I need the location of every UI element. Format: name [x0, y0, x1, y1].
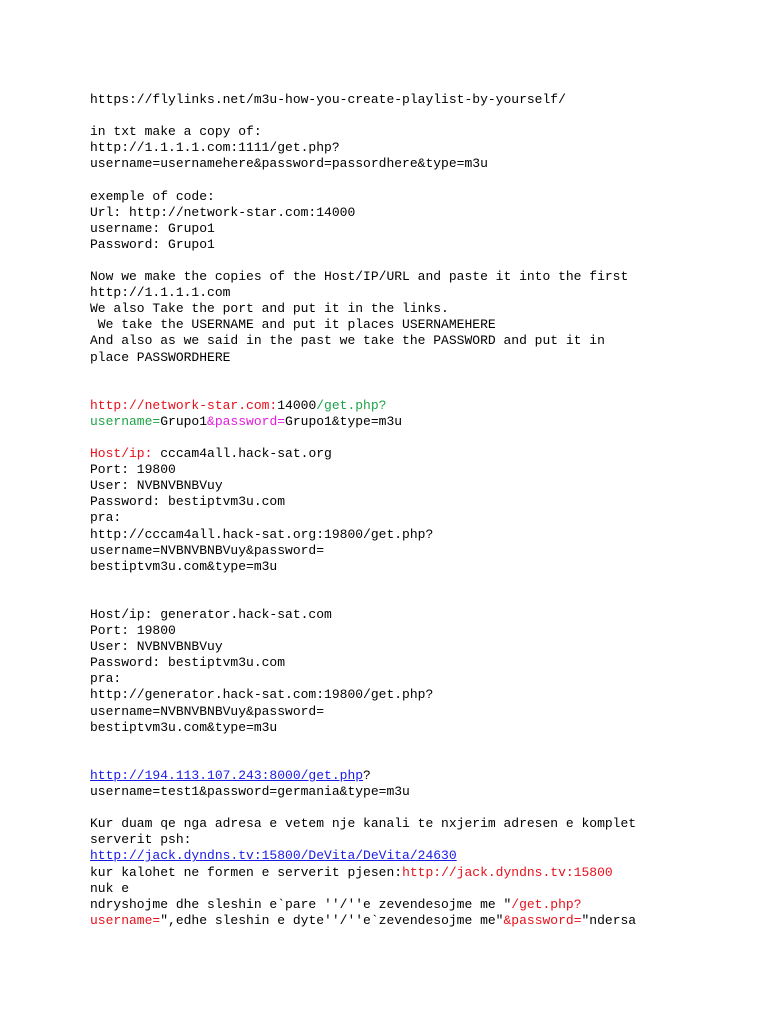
blank-line	[90, 366, 760, 398]
password-key: &password=	[207, 413, 286, 429]
server-url-segment: http://jack.dyndns.tv:15800	[402, 864, 613, 880]
link-line	[90, 768, 760, 784]
text-line: username=test1&password=germania&type=m3u	[90, 784, 410, 800]
colored-url-line	[90, 398, 760, 414]
mixed-line	[90, 897, 760, 913]
text-line: bestiptvm3u.com&type=m3u	[90, 558, 278, 574]
blank-line	[90, 172, 760, 188]
mixed-line	[90, 913, 760, 929]
blank-line	[90, 736, 760, 768]
blank-line	[90, 108, 760, 124]
text-line: pra:	[90, 671, 122, 687]
link-suffix: ?	[363, 767, 371, 783]
text-line: And also as we said in the past we take the PASSWORD and put it in	[90, 333, 605, 349]
text-line: nuk e	[90, 880, 130, 896]
username-key: username=	[90, 413, 161, 429]
text-line: pra:	[90, 510, 122, 526]
host-value: cccam4all.hack-sat.org	[160, 446, 332, 462]
server-link[interactable]: http://194.113.107.243:8000/get.php	[90, 767, 364, 783]
text-line: serverit psh:	[90, 832, 192, 848]
host-label: Host/ip:	[90, 446, 161, 462]
text-line: Now we make the copies of the Host/IP/URL and paste it into the first	[90, 269, 629, 285]
blank-line	[90, 253, 760, 269]
text-line: username=usernamehere&password=passordhere&type=m3u	[90, 156, 488, 172]
text-line: User: NVBNVBNBVuy	[90, 639, 223, 655]
text-line: username=NVBNVBNBVuy&password=	[90, 703, 325, 719]
text-line: Password: Grupo1	[90, 236, 215, 252]
blank-line	[90, 575, 760, 607]
document-body	[90, 92, 760, 929]
text-segment: ndryshojme dhe sleshin e`pare ''/''e zevendesojme me "	[90, 896, 512, 912]
getphp-segment: /get.php?	[511, 896, 582, 912]
host-line	[90, 446, 760, 462]
text-line: Host/ip: generator.hack-sat.com	[90, 607, 332, 622]
username-value: Grupo1	[160, 413, 208, 429]
link-line	[90, 848, 760, 864]
text-line: username=NVBNVBNBVuy&password=	[90, 542, 325, 558]
text-segment: "ndersa	[581, 912, 637, 928]
text-line: username: Grupo1	[90, 220, 215, 236]
text-line: place PASSWORDHERE	[90, 349, 231, 365]
reference-link-line: https://flylinks.net/m3u-how-you-create-playlist-by-yourself/	[90, 92, 566, 107]
password-key: &password=	[503, 912, 582, 928]
text-line: Port: 19800	[90, 462, 176, 478]
text-line: User: NVBNVBNBVuy	[90, 478, 223, 494]
url-path-part: /get.php?	[316, 397, 387, 413]
text-line: http://cccam4all.hack-sat.org:19800/get.php?	[90, 526, 434, 542]
url-host-part: http://network-star.com:	[90, 397, 278, 413]
text-line: Url: http://network-star.com:14000	[90, 204, 356, 220]
text-segment: kur kalohet ne formen e serverit pjesen:	[90, 864, 403, 880]
colored-params-line	[90, 414, 760, 430]
text-line: Password: bestiptvm3u.com	[90, 655, 286, 671]
username-key: username=	[90, 912, 161, 928]
text-line: exemple of code:	[90, 188, 215, 204]
text-line: bestiptvm3u.com&type=m3u	[90, 719, 278, 735]
text-line: in txt make a copy of:	[90, 124, 262, 140]
url-port-part: 14000	[277, 397, 317, 413]
text-line: Password: bestiptvm3u.com	[90, 494, 286, 510]
blank-line	[90, 800, 760, 816]
text-line: We take the USERNAME and put it places USERNAMEHERE	[90, 317, 496, 333]
channel-link[interactable]: http://jack.dyndns.tv:15800/DeVita/DeVita/24630	[90, 848, 457, 864]
text-line: http://generator.hack-sat.com:19800/get.php?	[90, 687, 434, 703]
text-line: http://1.1.1.1.com:1111/get.php?	[90, 140, 340, 156]
password-value: Grupo1&type=m3u	[285, 413, 403, 429]
blank-line	[90, 430, 760, 446]
text-line: We also Take the port and put it in the links.	[90, 301, 449, 317]
mixed-line	[90, 865, 760, 881]
text-segment: ",edhe sleshin e dyte''/''e`zevendesojme me"	[160, 912, 504, 928]
text-line: http://1.1.1.1.com	[90, 285, 231, 301]
text-line: Kur duam qe nga adresa e vetem nje kanali te nxjerim adresen e komplet	[90, 816, 637, 832]
text-line: Port: 19800	[90, 623, 176, 639]
